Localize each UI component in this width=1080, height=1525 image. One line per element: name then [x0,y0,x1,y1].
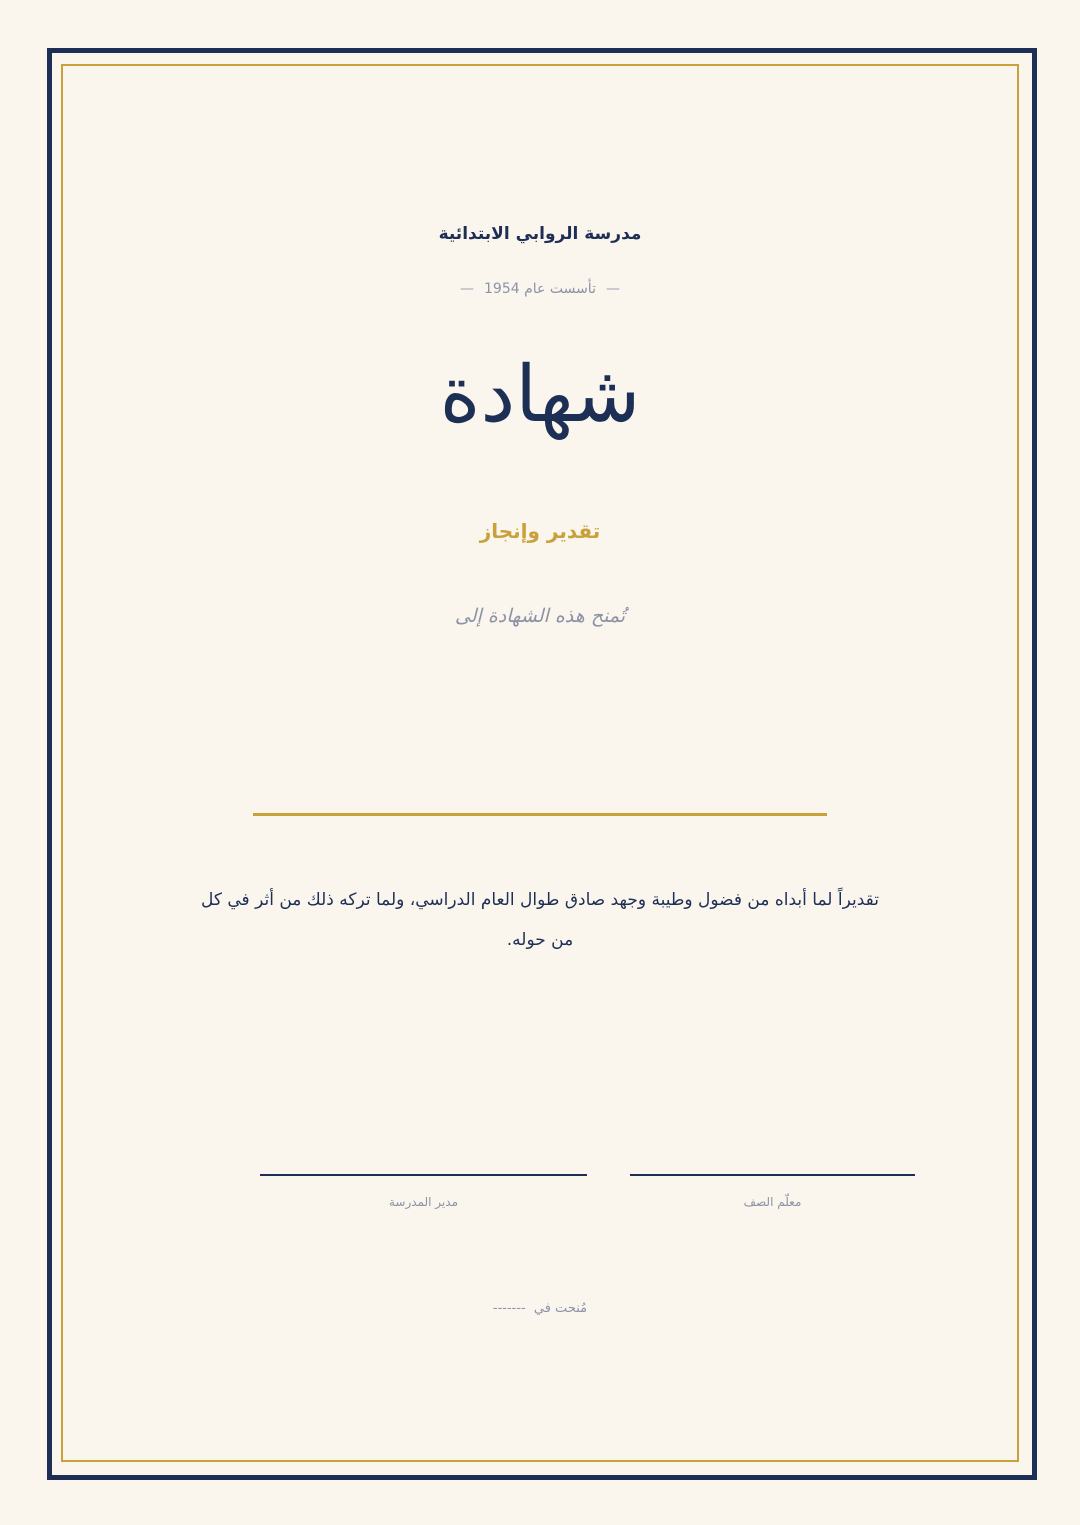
issued-date-placeholder: ------- [492,1301,526,1316]
certificate-subtitle: تقدير وإنجاز [479,519,601,543]
principal-signature-line [260,1174,587,1176]
teacher-signature-line [630,1174,915,1176]
certificate-title: شهادة [439,350,641,440]
certificate-body-text: تقديراً لما أبداه من فضول وطيبة وجهد صادق طوال العام الدراسي، ولما تركه ذلك من أثر في كل من حوله. [201,890,879,950]
issued-date-label: مُنحت في [533,1301,588,1316]
recipient-name-line [253,813,827,816]
teacher-signature-label: معلّم الصف [743,1195,802,1209]
founded-text: تأسست عام 1954 [484,281,596,297]
founded-dash-left: — [460,281,475,297]
founded-dash-right: — [605,281,620,297]
granted-to-text: تُمنح هذه الشهادة إلى [454,605,626,627]
inner-gold-border [61,64,1019,1462]
school-name: مدرسة الروابي الابتدائية [438,224,642,244]
principal-signature-label: مدير المدرسة [388,1195,458,1209]
issued-date-line [0,1301,1080,1316]
founded-line [0,281,1080,297]
